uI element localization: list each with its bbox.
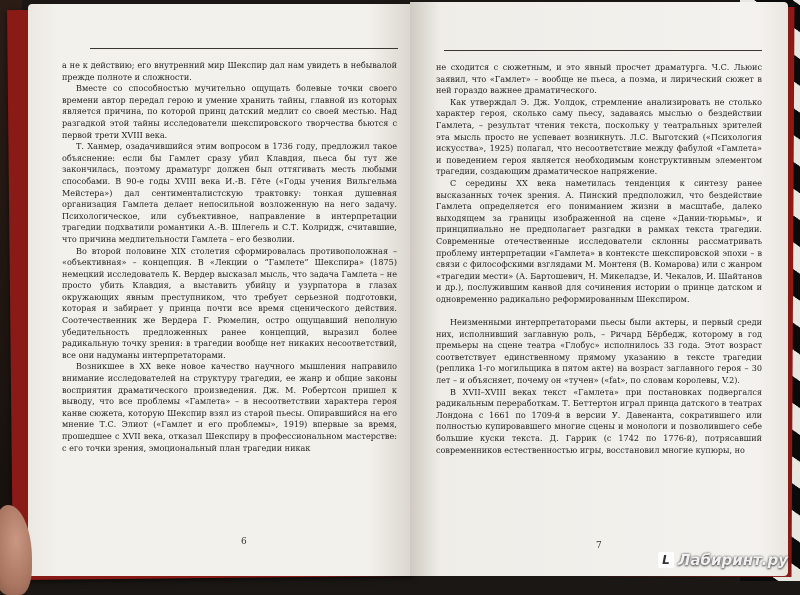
right-page-text (436, 62, 762, 456)
right-page (410, 2, 788, 576)
paragraph: Т. Ханмер, озадачившийся этим вопросом в 1736 году, предложил такое объяснение: если бы Гамлет сразу убил Клавдия, пьеса бы тут же закончилась, поэтому драматург должен был оттягивать месть любыми способами. В 90-е годы XVIII века И.-В. Гёте («Годы учения Вильгельма Мейстера») дал сентименталистскую трактовку: тонкая душевная организация Гамлета делает непосильной возложенную на него задачу. Психологическое, или субъективное, направление в интерпретации трагедии подхватили романтики А.-В. Шлегель и С.Т. Колридж, считавшие, что причина медлительности Гамлета – его безволии. (62, 141, 397, 244)
paragraph: Возникшее в XX веке новое качество научного мышления направило внимание исследователей на структуру трагедии, ее жанр и общие законы восприятия драматического произведения. Дж. М. Робертсон пришел к выводу, что все проблемы «Гамлета» – в несоответствии характера героя канве сюжета, которую Шекспир взял из старой пьесы. Опиравшийся на его мнение Т.С. Элиот («Гамлет и его проблемы», 1919) впервые за время, прошедшее с XVII века, отказал Шекспиру в профессиональном мастерстве: с его точки зрения, эмоциональный план трагедии никак (62, 361, 397, 453)
paragraph: В XVII–XVIII веках текст «Гамлета» при постановках подвергался радикальным переработкам. Т. Беттертон играл принца датского в театрах Лондона с 1661 по 1709-й в версии У. Давенанта, сократившего или полностью купировавшего многие сцены и монологи и позволившего себе большие куски текста. Д. Гаррик (с 1742 по 1776-й), потрясавший современников естественностью игры, восстановил многие купюры, но (436, 386, 762, 455)
watermark-text: Лабиринт.ру (677, 551, 788, 569)
paragraph: Во второй половине XIX столетия сформировалась противоположная – «объективная» – концепция. В «Лекции о “Гамлете” Шекспира» (1875) немецкий исследователь К. Вердер высказал мысль, что задача Гамлета – не просто убить Клавдия, а выставить убийцу и узурпатора в глазах окружающих явным преступником, что требует серьезной подготовки, которая и забирает у принца почти все время сценического действия. Соотечественник же Вердера Г. Рюмелин, остро ощущавший неполную убедительность предложенных ранее концепций, выразил более радикальную точку зрения: в трагедии вообще нет никаких несоответствий, все они надуманы интерпретаторами. (62, 245, 397, 360)
paragraph: Неизменными интерпретаторами пьесы были актеры, и первый среди них, исполнивший заглавную роль, – Ричард Бёрбедж, которому в год премьеры на сцене театра «Глобус» исполнилось 33 года. Этот возраст соответствует единственному прямому указанию в тексте трагедии (реплика 1-го могильщика в пятом акте) на возраст заглавного героя – 30 лет – и объясняет, почему он «тучен» («fat», по словам королевы, V.2). (436, 317, 762, 386)
page-number: 7 (596, 541, 602, 551)
paragraph: не сходится с сюжетным, и это явный просчет драматурга. Ч.С. Льюис заявил, что «Гамлет» – вообще не пьеса, а поэма, и лирический сюжет в ней гораздо важнее драматического. (436, 62, 762, 96)
watermark (658, 551, 788, 569)
left-page (28, 4, 414, 576)
paragraph: С середины XX века наметилась тенденция к синтезу ранее высказанных точек зрения. А. Пинский предположил, что бездействие Гамлета определяется его пониманием жизни в масштабе, далеко выходящем за границы изображенной на сцене «Дании-тюрьмы», и принципиально не предполагает разгадки в рамках текста трагедии. Современные отечественные исследователи склонны рассматривать проблему интерпретации «Гамлета» в контексте шекспировской эпохи – в связи с философскими взглядами М. Монтеня (В. Комарова) или с жанром «трагедии мести» (А. Бартошевич, Н. Микеладзе, И. Чекалов, И. Шайтанов и др.), послужившим канвой для сочинения истории о принце датском и одновременно радикально реформированным Шекспиром. (436, 177, 762, 304)
header-rule (444, 50, 762, 51)
labirint-logo-icon: L (658, 552, 674, 568)
page-number: 6 (241, 537, 247, 547)
paragraph: Вместе со способностью мучительно ощущать болевые точки своего времени автор передал герою и умение хранить тайны, главной из которых является причина, по которой принц датский медлит со своей местью. Над разгадкой этой тайны исследователи шекспировского творчества бьются с первой трети XVIII века. (62, 83, 397, 140)
paragraph: Как утверждал Э. Дж. Уолдок, стремление анализировать не столько характер героя, сколько саму пьесу, задаваясь мыслью о бездействии Гамлета, – результат чтения текста, поскольку у театральных зрителей эта мысль просто не успевает возникнуть. Л.С. Выготский («Психология искусства», 1925) полагал, что несоответствие между фабулой «Гамлета» и поведением героя является необходимым конструктивным элементом трагедии, создающим драматическое напряжение. (436, 96, 762, 177)
paragraph: а не к действию; его внутренний мир Шекспир дал нам увидеть в небывалой прежде полноте и сложности. (62, 60, 397, 82)
left-page-text (62, 60, 397, 454)
header-rule (90, 48, 398, 49)
